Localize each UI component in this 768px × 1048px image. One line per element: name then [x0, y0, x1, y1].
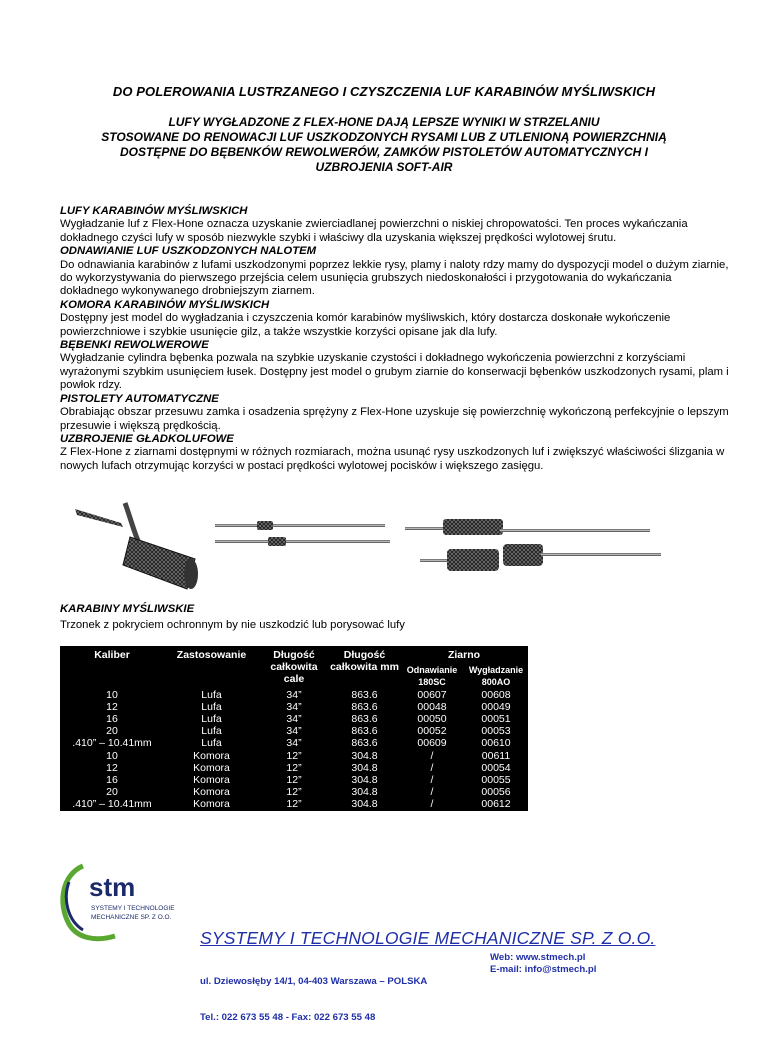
cell-dlugosc-mm: 863.6	[351, 737, 378, 750]
table-row	[60, 774, 528, 786]
logo-mark-text: stm	[89, 872, 136, 902]
header-dlugosc-mm: Długość całkowita mm	[330, 649, 399, 674]
cell-wygladzanie: 00610	[481, 737, 511, 750]
cell-odnawianie: 00052	[417, 725, 447, 738]
section-text: Dostępny jest model do wygładzania i czyszczenia komór karabinów myśliwskich, który dostarcza doskonałe wykończenie powierzchniowe i szybkie usunięcie gilz, a także wszystkie korzyści opisane jak dla lufy.	[60, 312, 671, 338]
cell-kaliber: 12	[106, 700, 118, 713]
cell-odnawianie: /	[430, 761, 434, 774]
cell-dlugosc-cale: 34”	[286, 713, 302, 726]
cell-dlugosc-cale: 12”	[286, 761, 302, 774]
cell-kaliber: 12	[106, 761, 118, 774]
specs-table	[60, 646, 528, 811]
cell-zastosowanie: Komora	[193, 761, 230, 774]
section-title: PISTOLETY AUTOMATYCZNE	[60, 392, 219, 405]
body-text	[60, 205, 732, 473]
cell-dlugosc-mm: 863.6	[351, 713, 378, 726]
table-row	[60, 798, 528, 810]
table-row	[60, 750, 528, 762]
subheadings	[40, 115, 728, 175]
company-contact-block	[490, 952, 596, 976]
table-row	[60, 713, 528, 725]
cell-kaliber: 16	[106, 774, 118, 787]
cell-odnawianie: 00607	[417, 688, 447, 701]
header-wygladzanie: Wygładzanie 800AO	[468, 665, 524, 688]
cell-wygladzanie: 00054	[481, 761, 511, 774]
cell-zastosowanie: Lufa	[201, 737, 222, 750]
hone-photo-2	[215, 521, 390, 546]
cell-wygladzanie: 00055	[481, 774, 511, 787]
cell-zastosowanie: Komora	[193, 786, 230, 799]
cell-kaliber: 20	[106, 725, 118, 738]
header-ziarno: Ziarno	[447, 649, 481, 661]
cell-odnawianie: 00609	[417, 737, 447, 750]
cell-dlugosc-cale: 12”	[286, 774, 302, 787]
web-link[interactable]: Web: www.stmech.pl	[490, 952, 586, 963]
section-text: Wygładzanie luf z Flex-Hone oznacza uzyskanie zwierciadlanej powierzchni o niskiej chropowatości. Ten proces wykańczania dokładnego czyści lufy w sposób niezwykle szybki i właściwy dla uzyskania większej prędkości wylotowej śrutu.	[60, 218, 688, 244]
table-row	[60, 737, 528, 749]
cell-kaliber: 20	[106, 786, 118, 799]
cell-dlugosc-cale: 12”	[286, 749, 302, 762]
cell-dlugosc-cale: 12”	[286, 798, 302, 811]
logo-subtext-1: SYSTEMY I TECHNOLOGIE	[91, 905, 175, 912]
cell-wygladzanie: 00049	[481, 700, 511, 713]
cell-zastosowanie: Lufa	[201, 688, 222, 701]
cell-dlugosc-mm: 304.8	[351, 749, 378, 762]
section-title: KOMORA KARABINÓW MYŚLIWSKICH	[60, 298, 270, 311]
cell-dlugosc-mm: 304.8	[351, 774, 378, 787]
cell-dlugosc-cale: 34”	[286, 725, 302, 738]
product-photos	[75, 497, 675, 597]
cell-kaliber: .410” – 10.41mm	[72, 798, 152, 811]
cell-dlugosc-cale: 34”	[286, 737, 302, 750]
cell-wygladzanie: 00608	[481, 688, 511, 701]
subheading: UZBROJENIA SOFT-AIR	[315, 160, 453, 174]
cell-odnawianie: 00048	[417, 700, 447, 713]
section-title: UZBROJENIE GŁADKOLUFOWE	[60, 432, 234, 445]
cell-dlugosc-mm: 863.6	[351, 725, 378, 738]
section-text: Wygładzanie cylindra bębenka pozwala na szybkie uzyskanie czystości i dokładnego wykończenia powierzchni z korzyściami wyrażonymi szybkim usunięciem łusek. Dostępny jest model o grubym ziarnie do konserwacji bębenków uszkodzonych rysami, plam i powłok rdzy.	[60, 352, 729, 392]
table-row	[60, 701, 528, 713]
cell-zastosowanie: Lufa	[201, 700, 222, 713]
cell-zastosowanie: Lufa	[201, 713, 222, 726]
cell-kaliber: 10	[106, 688, 118, 701]
cell-zastosowanie: Komora	[193, 774, 230, 787]
cell-zastosowanie: Lufa	[201, 725, 222, 738]
cell-dlugosc-mm: 304.8	[351, 761, 378, 774]
cell-wygladzanie: 00053	[481, 725, 511, 738]
section-text: Do odnawiania karabinów z lufami uszkodzonymi poprzez lekkie rysy, plamy i naloty rdzy mamy do dyspozycji model o dużym ziarnie, do wykorzystywania do pierwszego przejścia celem usunięcia grubszych niedoskonałości i przygotowania do wykańczania dokładnego wykonywanego drobniejszym ziarnem.	[60, 258, 729, 298]
cell-kaliber: 16	[106, 713, 118, 726]
cell-odnawianie: /	[430, 749, 434, 762]
header-kaliber: Kaliber	[94, 649, 130, 661]
subheading: LUFY WYGŁADZONE Z FLEX-HONE DAJĄ LEPSZE WYNIKI W STRZELANIU	[168, 115, 600, 129]
email-link[interactable]: E-mail: info@stmech.pl	[490, 964, 597, 975]
table-row	[60, 689, 528, 701]
table-header-row	[60, 646, 528, 661]
stm-logo	[55, 862, 185, 942]
cell-kaliber: .410” – 10.41mm	[72, 737, 152, 750]
logo-subtext-2: MECHANICZNE SP. Z O.O.	[91, 914, 172, 921]
subheading: DOSTĘPNE DO BĘBENKÓW REWOLWERÓW, ZAMKÓW PISTOLETÓW AUTOMATYCZNYCH I	[120, 145, 648, 159]
cell-odnawianie: /	[430, 798, 434, 811]
section-text: Obrabiając obszar przesuwu zamka i osadzenia sprężyny z Flex-Hone uzyskuje się powierzchnię wykończoną perfekcyjnie o lepszym przesuwie i większą prędkością.	[60, 406, 729, 432]
header-dlugosc-cale: Długość całkowita cale	[270, 649, 318, 686]
header-odnawianie: Odnawianie 180SC	[406, 665, 458, 688]
cell-dlugosc-mm: 863.6	[351, 700, 378, 713]
table-row	[60, 762, 528, 774]
cell-dlugosc-mm: 863.6	[351, 688, 378, 701]
karabiny-title: KARABINY MYŚLIWSKIE	[60, 603, 195, 615]
table-row	[60, 786, 528, 798]
subheading: STOSOWANE DO RENOWACJI LUF USZKODZONYCH RYSAMI LUB Z UTLENIONĄ POWIERZCHNIĄ	[101, 130, 667, 144]
cell-odnawianie: /	[430, 786, 434, 799]
header-zastosowanie: Zastosowanie	[176, 649, 247, 661]
cell-wygladzanie: 00056	[481, 786, 511, 799]
section-title: LUFY KARABINÓW MYŚLIWSKICH	[60, 205, 248, 217]
section-title: BĘBENKI REWOLWEROWE	[60, 339, 209, 352]
cell-dlugosc-cale: 12”	[286, 786, 302, 799]
karabiny-subtitle: Trzonek z pokryciem ochronnym by nie uszkodzić lub porysować lufy	[60, 619, 405, 631]
phone-fax: Tel.: 022 673 55 48 - Fax: 022 673 55 48	[200, 1012, 376, 1023]
cell-odnawianie: /	[430, 774, 434, 787]
cell-dlugosc-mm: 304.8	[351, 798, 378, 811]
hone-photo-1	[75, 503, 198, 589]
document-title: DO POLEROWANIA LUSTRZANEGO I CZYSZCZENIA LUF KARABINÓW MYŚLIWSKICH	[112, 84, 656, 99]
company-address-block	[200, 952, 427, 1048]
cell-wygladzanie: 00612	[481, 798, 511, 811]
cell-odnawianie: 00050	[417, 713, 447, 726]
cell-dlugosc-cale: 34”	[286, 688, 302, 701]
section-title: ODNAWIANIE LUF USZKODZONYCH NALOTEM	[60, 245, 317, 258]
cell-kaliber: 10	[106, 749, 118, 762]
cell-wygladzanie: 00611	[481, 749, 511, 762]
cell-wygladzanie: 00051	[481, 713, 511, 726]
hone-photo-3	[405, 519, 661, 571]
section-text: Z Flex-Hone z ziarnami dostępnymi w różnych rozmiarach, można usunąć rysy uszkodzonych luf i zwiększyć właściwości ślizgania w nowych lufach otrzymując korzyści w postaci prędkości wylotowej pocisków i większego zasięgu.	[60, 446, 725, 472]
cell-dlugosc-cale: 34”	[286, 700, 302, 713]
address: ul. Dziewosłęby 14/1, 04-403 Warszawa – POLSKA	[200, 976, 428, 987]
cell-zastosowanie: Komora	[193, 798, 230, 811]
cell-dlugosc-mm: 304.8	[351, 786, 378, 799]
cell-zastosowanie: Komora	[193, 749, 230, 762]
table-row	[60, 725, 528, 737]
company-name: SYSTEMY I TECHNOLOGIE MECHANICZNE SP. Z O.O.	[200, 928, 656, 948]
